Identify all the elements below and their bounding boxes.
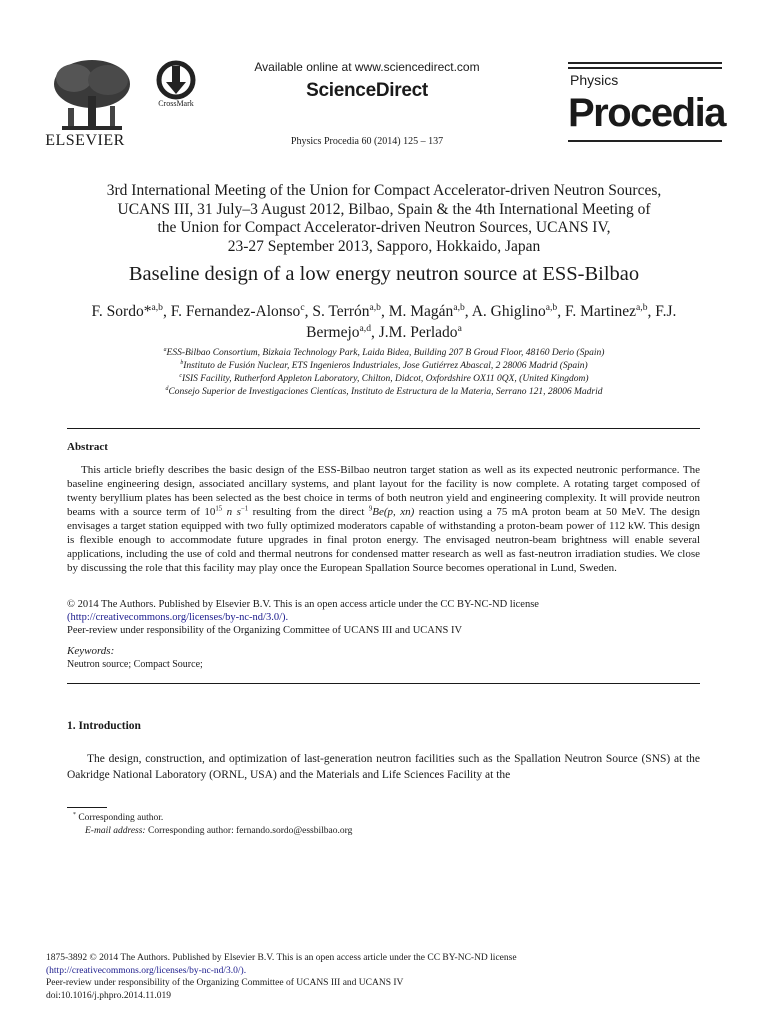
journal-logo-underline [568,140,722,142]
license-text: © 2014 The Authors. Published by Elsevier B.V. This is an open access article under the CC BY-NC-ND license [67,599,539,610]
crossmark-icon[interactable] [154,60,198,120]
abstract-heading: Abstract [67,441,108,453]
peer-review-text: Peer-review under responsibility of the Organizing Committee of UCANS III and UCANS IV [67,625,463,636]
abstract-top-rule [67,428,700,429]
author-list [60,301,708,343]
journal-logo-rules [568,62,722,72]
footnote-email: E-mail address: Corresponding author: fernando.sordo@essbilbao.org [85,825,353,836]
journal-logo-physics: Physics [570,72,619,88]
footnote-rule [67,807,107,808]
author: F. Fernandez-Alonso$^c$, [170,301,313,320]
page-footer [46,952,517,1002]
affiliation: $^b$Instituto de Fusión Nuclear, ETS Ingenieros Industriales, Jose Gutiérrez Abascal, 2 28006 Madrid (Spain) [180,359,588,371]
author: S. Terrón$^{a,b}$, [312,301,389,320]
publisher-name: ELSEVIER [45,132,125,149]
author: J.M. Perlado$^a$ [378,322,462,341]
journal-reference: Physics Procedia 60 (2014) 125 – 137 [290,136,444,147]
author: F. Sordo*$^{a,b}$, [91,301,171,320]
footnote-corresponding: * Corresponding author. [73,811,164,823]
footer-peer-review: Peer-review under responsibility of the Organizing Committee of UCANS III and UCANS IV [46,978,404,988]
author: M. Magán$^{a,b}$, [388,301,472,320]
affiliation: $^c$ISIS Facility, Rutherford Appleton Laboratory, Chilton, Didcot, Oxfordshire OX11 0QX, (United Kingdom) [179,372,589,384]
abstract-bottom-rule [67,683,700,684]
author: F.J. Bermejo$^{a,d}$, [306,303,677,341]
conference-line: 3rd International Meeting of the Union for Compact Accelerator-driven Neutron Sources, [106,182,662,199]
author: F. Martinez$^{a,b}$, [564,301,656,320]
footer-license-link[interactable]: (http://creativecommons.org/licenses/by-nc-nd/3.0/). [46,965,247,976]
affiliation: $^d$Consejo Superior de Investigaciones Cientícas, Instituto de Estructura de la Materia, Serrano 121, 28006 Madrid [165,385,603,397]
conference-line: UCANS III, 31 July–3 August 2012, Bilbao, Spain & the 4th International Meeting of [117,200,651,218]
affiliation: $^a$ESS-Bilbao Consortium, Bizkaia Technology Park, Laida Bidea, Building 207 B Groud Floor, 48160 Derio (Spain) [163,346,605,358]
author: A. Ghiglino$^{a,b}$, [471,301,565,320]
keywords: Neutron source; Compact Source; [67,659,203,670]
sciencedirect-logo: ScienceDirect [306,80,428,101]
available-online-text[interactable]: Available online at www.sciencedirect.com [254,60,480,74]
affiliations [60,347,708,399]
footer-doi[interactable]: doi:10.1016/j.phpro.2014.11.019 [46,990,171,1001]
license-notice [67,598,700,637]
intro-paragraph: The design, construction, and optimization of last-generation neutron facilities such as the Spallation Neutron Source (SNS) at the Oakridge National Laboratory (ORNL, USA) and the Materials and Life Sciences Facility at the [67,753,700,781]
section-heading: 1. Introduction [67,720,141,732]
footnote [67,812,352,837]
conference-line: 23-27 September 2013, Sapporo, Hokkaido, Japan [227,237,541,255]
paper-title: Baseline design of a low energy neutron source at ESS-Bilbao [128,263,640,285]
footer-issn: 1875-3892 © 2014 The Authors. Published by Elsevier B.V. This is an open access article under the CC BY-NC-ND license [46,953,517,963]
license-link[interactable]: (http://creativecommons.org/licenses/by-nc-nd/3.0/). [67,612,289,623]
journal-logo-procedia: Procedia [568,91,725,135]
crossmark-label: CrossMark [158,99,194,108]
conference-line: the Union for Compact Accelerator-driven Neutron Sources, UCANS IV, [157,219,611,236]
abstract-text: This article briefly describes the basic design of the ESS-Bilbao neutron target station as well as its expected neutronic performance. The baseline engineering design, associated ancillary systems, and plant layout for the facility is now complete. A rotating target composed of twenty beryllium plates has been selected as the best choice in terms of both neutron yield and engineering complexity. It will provide neutron beams with a source term of $10^{15}$ n $s^{-1}$ resulting from the direct $^9$Be(p, xn) reaction using a 75 mA proton beam at 50 MeV. The design envisages a target station equipped with two fully optimized moderators capable of withstanding a proton-beam power of 112 kW. This design is flexible enough to accommodate future upgrades in final proton energy. The envisaged neutron-beam brightness will enable several applications, including the use of cold and thermal neutrons for condensed matter research as well as fast-neutron irradiation studies. We close by discussing the role that this facility may play once the European Spallation Source becomes operational in Lund, Sweden. [67,464,701,574]
keywords-label: Keywords: [67,645,115,657]
conference-info [60,182,708,256]
